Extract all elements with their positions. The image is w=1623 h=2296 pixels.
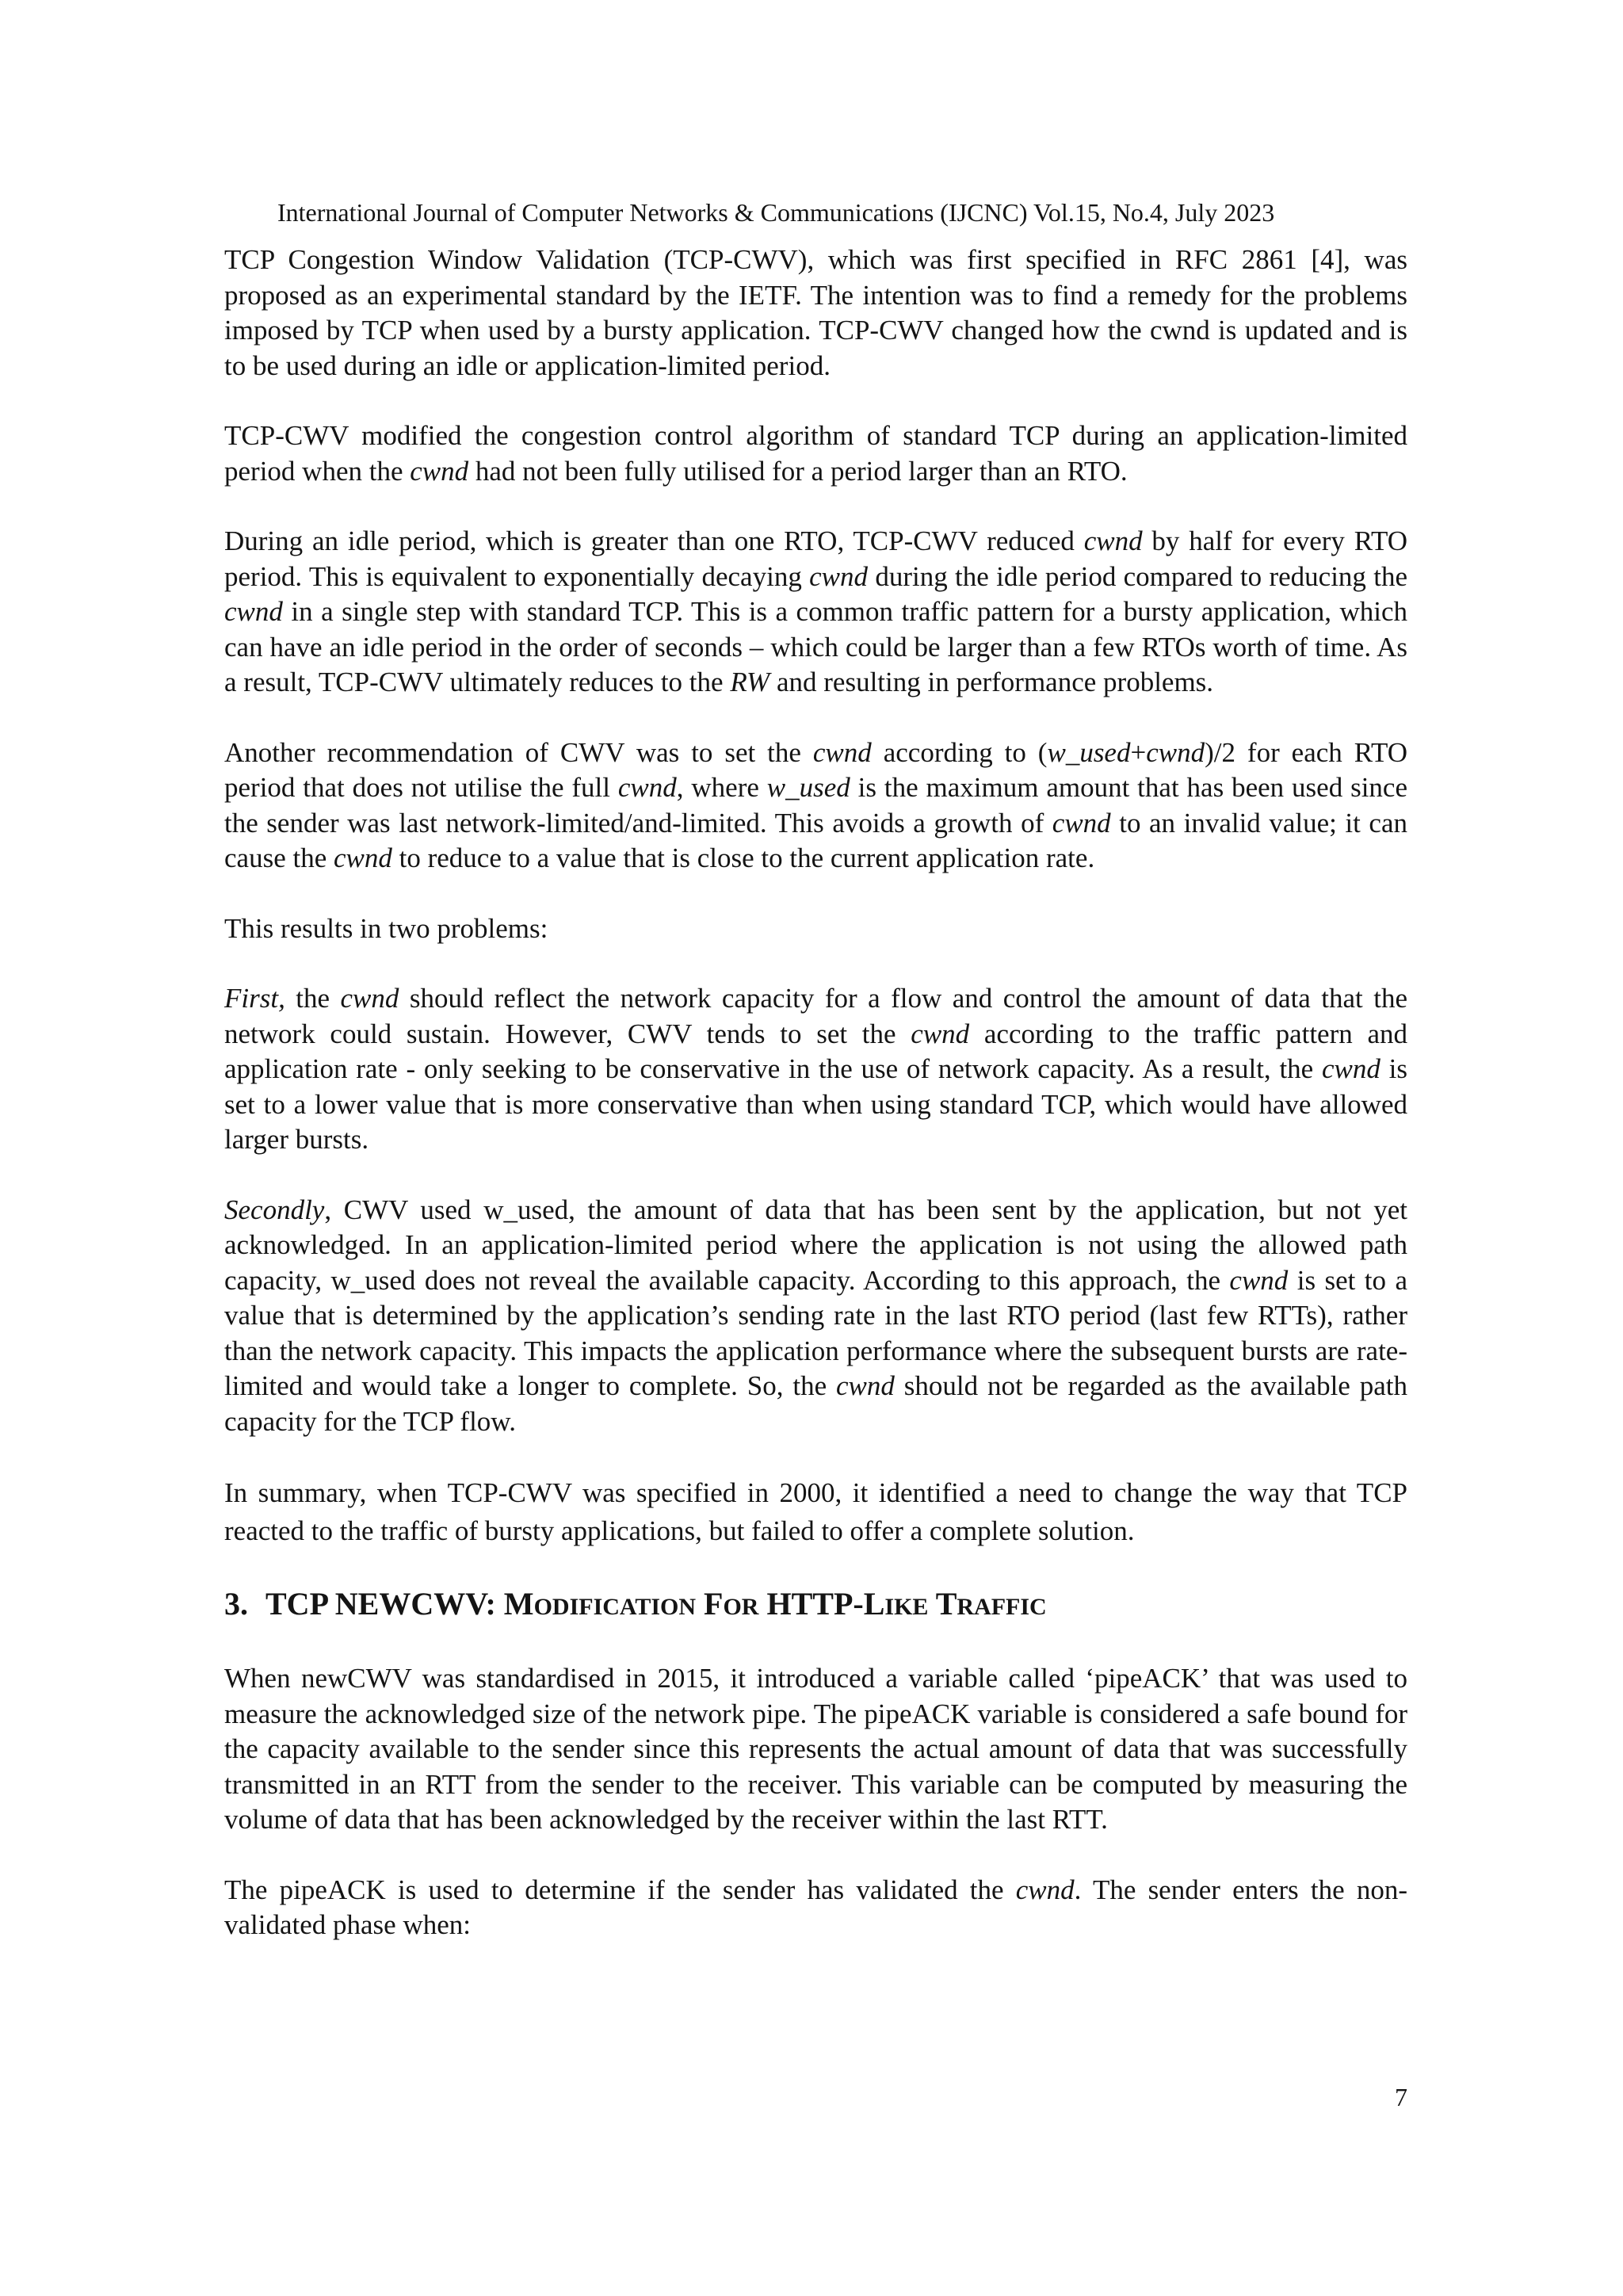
text-run: by half for every RTO period. This is equivalent to exponentially decaying: [224, 525, 1407, 592]
text-run: and resulting in performance problems.: [769, 667, 1214, 697]
text-run: TCP-CWV modified the congestion control algorithm of standard TCP during an application-limited period when the: [224, 420, 1407, 487]
text-run: is the maximum amount that has been used since the sender was last network-limited/and-limited. This avoids a growth of: [224, 772, 1407, 839]
text-run: The pipeACK is used to determine if the sender has validated the: [224, 1874, 1016, 1905]
text-run: in a single step with standard TCP. This is a common traffic pattern for a bursty application, which can have an idle period in the order of seconds – which could be larger than a few RTOs worth of time. As a result, TCP-CWV ultimately reduces to the: [224, 596, 1407, 697]
italic-term: RW: [730, 667, 770, 697]
section-heading: [224, 1585, 1407, 1626]
text-run: When newCWV was standardised in 2015, it introduced a variable called ‘pipeACK’ that was used to measure the acknowledged size of the network pipe. The pipeACK variable is considered a safe bound for the capacity available to the sender since this represents the actual amount of data that was successfully transmitted in an RTT from the sender to the receiver. This variable can be computed by measuring the volume of data that has been acknowledged by the receiver within the last RTT.: [224, 1663, 1407, 1835]
running-header: International Journal of Computer Networks & Communications (IJCNC) Vol.15, No.4, July 2023: [277, 198, 1275, 227]
italic-term: cwnd: [1015, 1874, 1075, 1905]
italic-term: w_used: [766, 772, 850, 803]
text-run: to an invalid value; it can cause the: [224, 807, 1407, 873]
text-run: should reflect the network capacity for a flow and control the amount of data that the network could sustain. However, CWV tends to set the: [224, 983, 1407, 1049]
italic-term: cwnd: [836, 1370, 895, 1401]
italic-term: cwnd: [911, 1018, 970, 1049]
text-run: , where: [676, 772, 767, 803]
section-title: TCP NEWCWV: MODIFICATION FOR HTTP-LIKE TRAFFIC: [265, 1586, 1047, 1622]
section-number: 3.: [224, 1586, 248, 1622]
text-run: TCP Congestion Window Validation (TCP-CWV), which was first specified in RFC 2861 [4], was proposed as an experimental standard by the IETF. The intention was to find a remedy for the problems imposed by TCP when used by a bursty application. TCP-CWV changed how the cwnd is updated and is to be used during an idle or application-limited period.: [224, 244, 1407, 381]
italic-term: w_used: [1047, 736, 1131, 768]
paragraph: [224, 1193, 1407, 1440]
text-run: . The sender enters the non-validated phase when:: [224, 1874, 1407, 1940]
italic-term: cwnd: [812, 736, 872, 768]
text-run: )/2 for each RTO period that does not utilise the full: [224, 736, 1407, 803]
text-run: This results in two problems:: [224, 912, 548, 944]
paragraph: [224, 735, 1407, 877]
paragraph: [224, 524, 1407, 701]
italic-term: cwnd: [333, 842, 392, 873]
italic-term: cwnd: [1321, 1053, 1381, 1084]
text-run: the: [285, 983, 341, 1014]
text-run: according to the traffic pattern and application rate - only seeking to be conservative in the use of network capacity. As a result, the: [224, 1018, 1408, 1084]
paragraph: [224, 243, 1407, 384]
text-run: is set to a lower value that is more conservative than when using standard TCP, which would have allowed larger bursts.: [224, 1053, 1407, 1155]
italic-term: Secondly: [224, 1194, 325, 1225]
text-run: during the idle period compared to reducing the: [868, 560, 1407, 592]
text-run: according to (: [871, 736, 1048, 768]
text-run: +: [1130, 736, 1147, 768]
paragraph: [224, 1873, 1407, 1943]
text-run: to reduce to a value that is close to the current application rate.: [391, 842, 1095, 873]
italic-term: cwnd: [224, 596, 283, 627]
italic-term: cwnd: [1229, 1264, 1289, 1296]
paragraph: [224, 981, 1407, 1158]
italic-term: cwnd: [1083, 525, 1143, 556]
page-number: 7: [1395, 2083, 1407, 2111]
italic-term: cwnd: [1146, 736, 1205, 768]
italic-term: cwnd: [1052, 807, 1111, 839]
text-run: During an idle period, which is greater than one RTO, TCP-CWV reduced: [224, 525, 1084, 556]
text-run: In summary, when TCP-CWV was specified in 2000, it identified a need to change the way that TCP reacted to the traffic of bursty applications, but failed to offer a complete solution.: [224, 1477, 1407, 1546]
paragraph: [224, 1474, 1407, 1550]
italic-term: cwnd: [617, 772, 677, 803]
italic-term: cwnd: [809, 560, 869, 592]
paragraph: [224, 911, 1407, 947]
italic-term: cwnd: [410, 455, 469, 487]
paragraph: [224, 418, 1407, 489]
body-text: [224, 243, 1407, 1943]
italic-term: cwnd: [340, 983, 399, 1014]
italic-term: First,: [224, 983, 285, 1014]
text-run: is set to a value that is determined by the application’s sending rate in the last RTO period (last few RTTs), rather than the network capacity. This impacts the application performance where the subsequent bursts are rate-limited and would take a longer to complete. So, the: [224, 1264, 1407, 1401]
paragraph: [224, 1661, 1407, 1838]
text-run: , CWV used w_used, the amount of data that has been sent by the application, but not yet acknowledged. In an application-limited period where the application is not using the allowed path capacity, w_used does not reveal the available capacity. According to this approach, the: [224, 1194, 1407, 1296]
text-run: had not been fully utilised for a period larger than an RTO.: [468, 455, 1128, 487]
text-run: Another recommendation of CWV was to set the: [224, 736, 813, 768]
text-run: should not be regarded as the available path capacity for the TCP flow.: [224, 1370, 1407, 1437]
